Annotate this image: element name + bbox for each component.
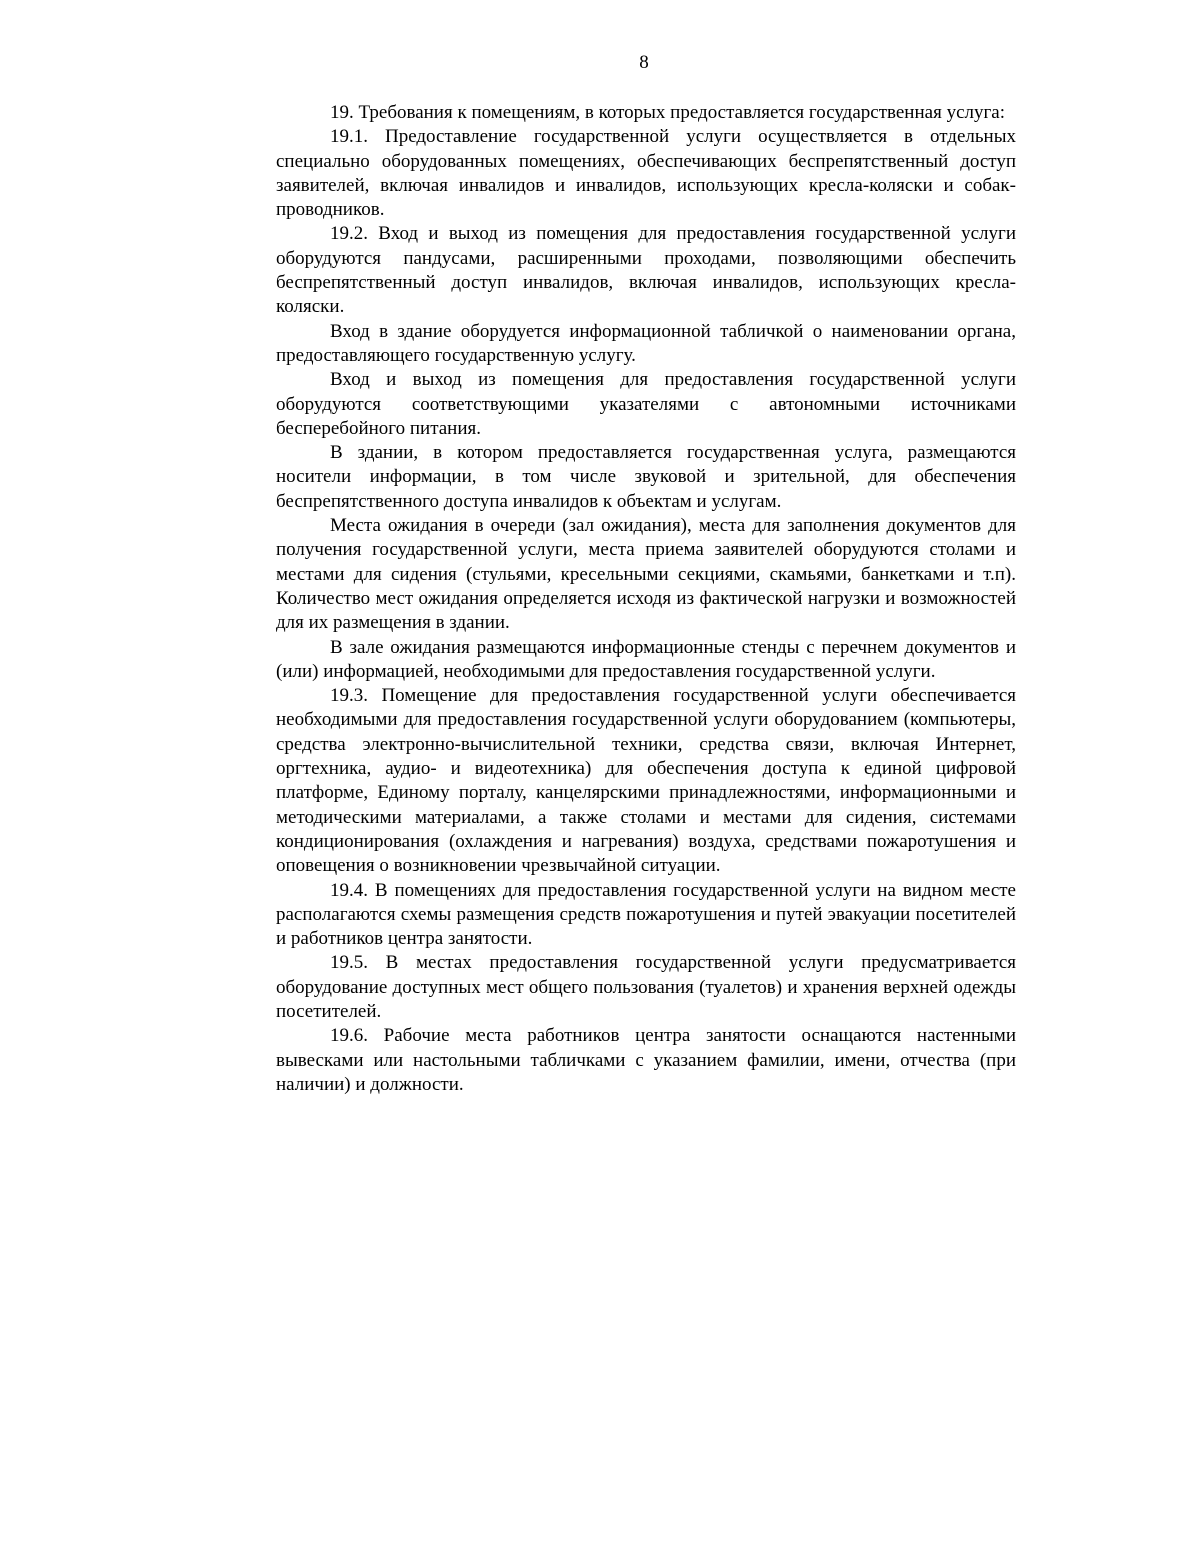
paragraph: Места ожидания в очереди (зал ожидания), места для заполнения документов для получения государственной услуги, места приема заявителей оборудуются столами и местами для сидения (стульями, кресельными секциями, скамьями, банкетками и т.п). Количество мест ожидания определяется исходя из фактической нагрузки и возможностей для их размещения в здании. — [276, 515, 1016, 634]
paragraph: 19.5. В местах предоставления государственной услуги предусматривается оборудование доступных мест общего пользования (туалетов) и хранения верхней одежды посетителей. — [276, 952, 1016, 1022]
paragraph: В здании, в котором предоставляется государственная услуга, размещаются носители информации, в том числе звуковой и зрительной, для обеспечения беспрепятственного доступа инвалидов к объектам и услугам. — [276, 442, 1016, 512]
page-number: 8 — [639, 52, 649, 73]
paragraph: Вход и выход из помещения для предоставления государственной услуги оборудуются соответствующими указателями с автономными источниками бесперебойного питания. — [276, 369, 1016, 439]
document-body — [276, 101, 1016, 1097]
paragraph: 19. Требования к помещениям, в которых предоставляется государственная услуга: — [330, 102, 1005, 123]
paragraph: 19.4. В помещениях для предоставления государственной услуги на видном месте располагаются схемы размещения средств пожаротушения и путей эвакуации посетителей и работников центра занятости. — [276, 879, 1016, 950]
paragraph: 19.3. Помещение для предоставления государственной услуги обеспечивается необходимыми для предоставления государственной услуги оборудованием (компьютеры, средства электронно-вычислительной техники, средства связи, включая Интернет, оргтехника, аудио- и видеотехника) для обеспечения доступа к единой цифровой платформе, Единому порталу, канцелярскими принадлежностями, информационными и методическими материалами, а также столами и местами для сидения, системами кондиционирования (охлаждения и нагревания) воздуха, средствами пожаротушения и оповещения о возникновении чрезвычайной ситуации. — [276, 685, 1016, 877]
paragraph: 19.6. Рабочие места работников центра занятости оснащаются настенными вывесками или настольными табличками с указанием фамилии, имени, отчества (при наличии) и должности. — [276, 1025, 1016, 1095]
paragraph: 19.2. Вход и выход из помещения для предоставления государственной услуги оборудуются пандусами, расширенными проходами, позволяющими обеспечить беспрепятственный доступ инвалидов, включая инвалидов, использующих кресла-коляски. — [276, 223, 1016, 318]
paragraph: Вход в здание оборудуется информационной табличкой о наименовании органа, предоставляющего государственную услугу. — [276, 320, 1016, 366]
paragraph: 19.1. Предоставление государственной услуги осуществляется в отдельных специально оборудованных помещениях, обеспечивающих беспрепятственный доступ заявителей, включая инвалидов и инвалидов, использующих кресла-коляски и собак-проводников. — [276, 126, 1016, 221]
paragraph: В зале ожидания размещаются информационные стенды с перечнем документов и (или) информацией, необходимыми для предоставления государственной услуги. — [276, 636, 1016, 682]
